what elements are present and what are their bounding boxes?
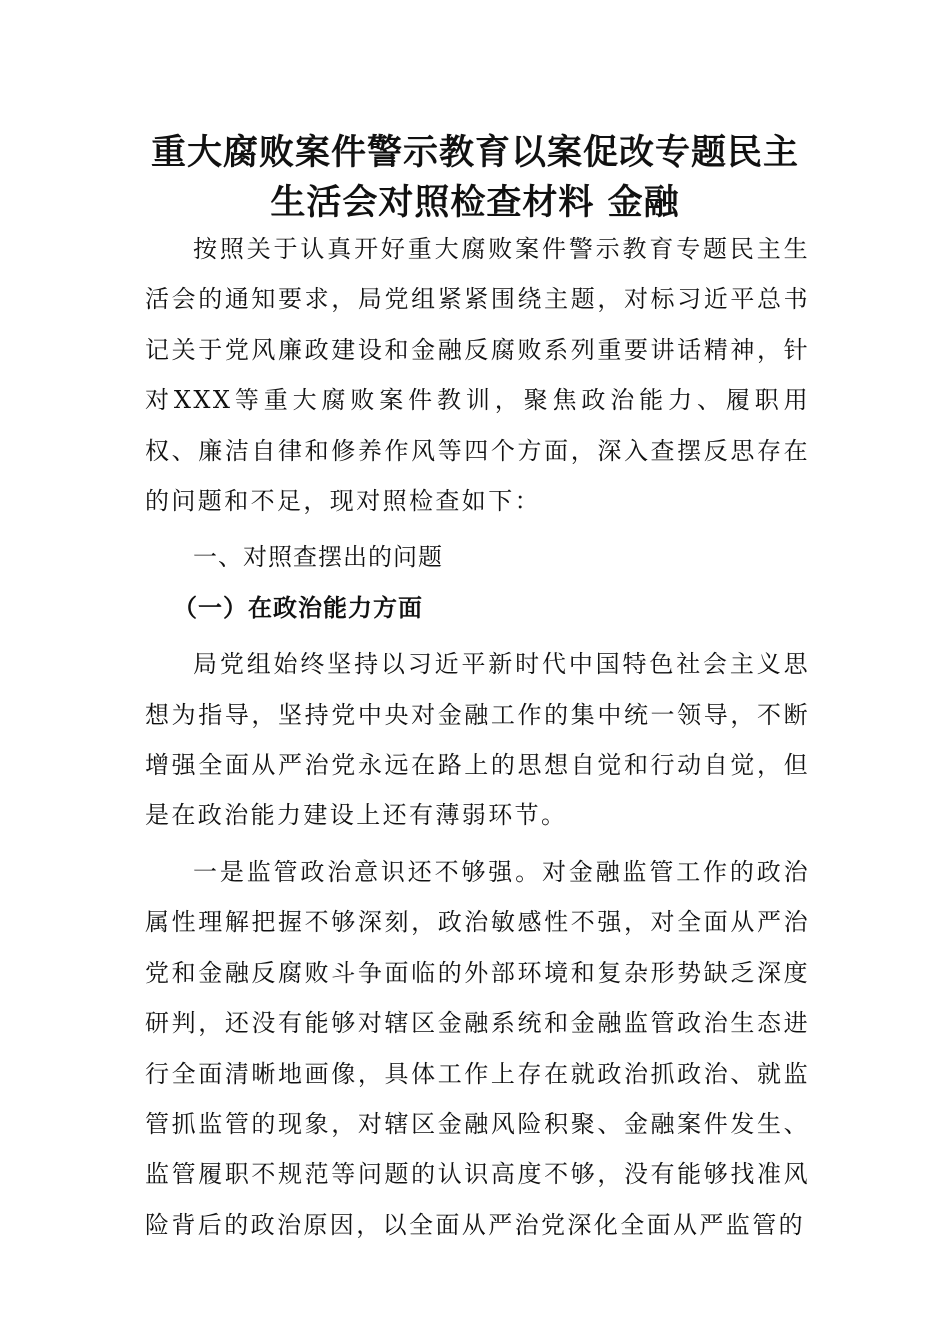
document-body — [145, 224, 810, 1250]
section-heading: 一、对照查摆出的问题 — [193, 543, 443, 572]
subsection-heading: （一）在政治能力方面 — [173, 593, 423, 622]
subsection-intro-paragraph: 局党组始终坚持以习近平新时代中国特色社会主义思想为指导，坚持党中央对金融工作的集中统一领导，不断增强全面从严治党永远在路上的思想自觉和行动自觉，但是在政治能力建设上还有薄弱环节。 — [145, 650, 810, 830]
document-title — [120, 128, 830, 228]
title-line-1: 重大腐败案件警示教育以案促改专题民主 — [150, 133, 799, 173]
point-paragraph: 一是监管政治意识还不够强。对金融监管工作的政治属性理解把握不够深刻，政治敏感性不强，对全面从严治党和金融反腐败斗争面临的外部环境和复杂形势缺乏深度研判，还没有能够对辖区金融系统和金融监管政治生态进行全面清晰地画像，具体工作上存在就政治抓政治、就监管抓监管的现象，对辖区金融风险积聚、金融案件发生、监管履职不规范等问题的认识高度不够，没有能够找准风险背后的政治原因，以全面从严治党深化全面从严监管的 — [145, 857, 810, 1239]
intro-paragraph: 按照关于认真开好重大腐败案件警示教育专题民主生活会的通知要求，局党组紧紧围绕主题，对标习近平总书记关于党风廉政建设和金融反腐败系列重要讲话精神，针对XXX等重大腐败案件教训，聚焦政治能力、履职用权、廉洁自律和修养作风等四个方面，深入查摆反思存在的问题和不足，现对照检查如下： — [145, 235, 810, 516]
title-line-2: 生活会对照检查材料 金融 — [270, 183, 680, 223]
